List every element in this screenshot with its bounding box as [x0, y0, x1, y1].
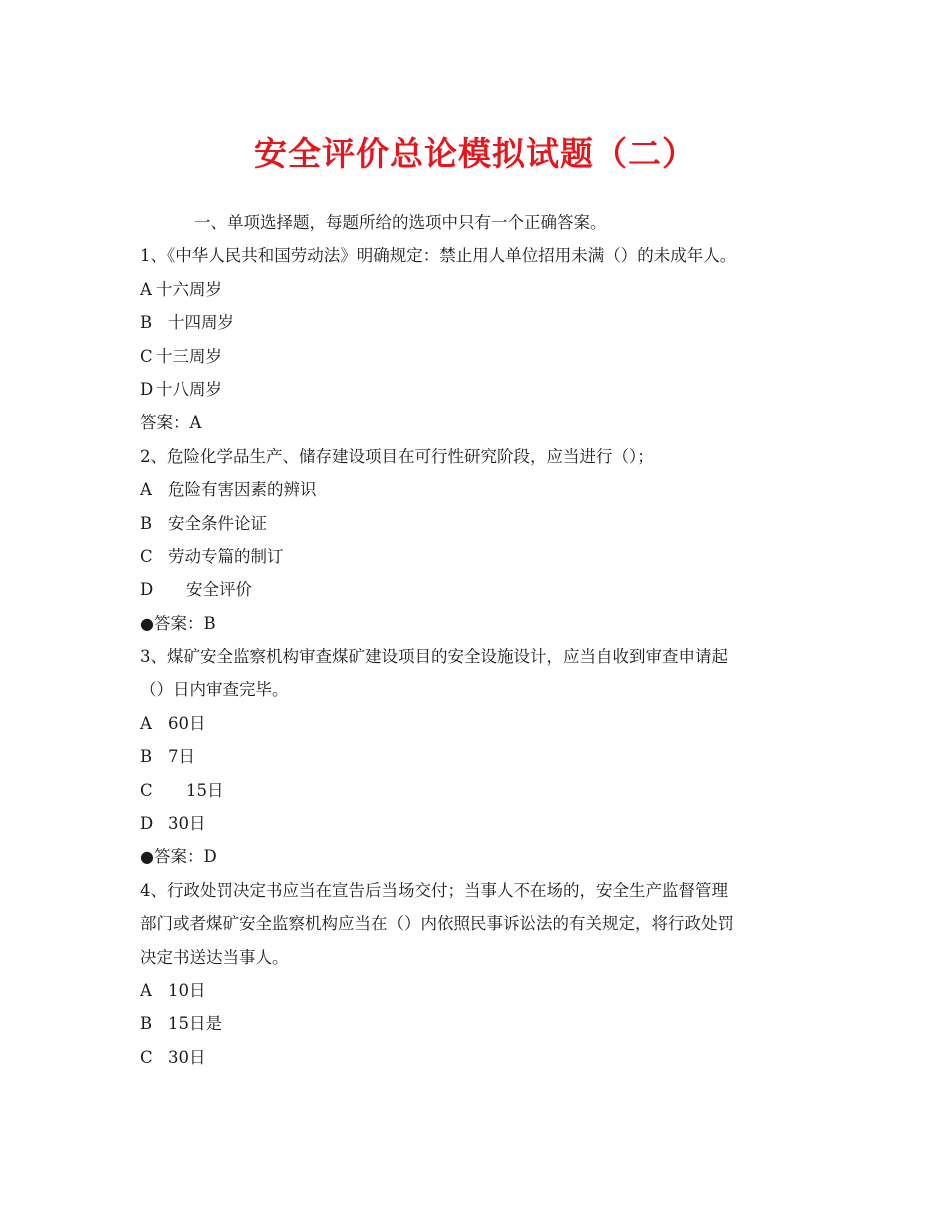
question-4-option-c — [140, 1041, 820, 1074]
option-letter: C — [140, 346, 153, 366]
option-letter: C — [140, 780, 153, 800]
bullet-icon: ● — [140, 847, 154, 867]
option-text: 危险有害因素的辨识 — [168, 480, 317, 500]
option-letter: B — [140, 1014, 153, 1034]
option-text: 30日 — [168, 1047, 206, 1067]
question-2-answer-row — [140, 607, 820, 640]
question-2-option-a — [140, 473, 820, 506]
option-text: 60日 — [168, 713, 206, 733]
question-1-option-b — [140, 306, 820, 339]
option-letter: D — [140, 814, 154, 834]
question-4-option-b — [140, 1007, 820, 1040]
option-text: 安全评价 — [186, 580, 252, 600]
option-letter: A — [140, 279, 152, 299]
question-4-option-a — [140, 974, 820, 1007]
question-4-stem-line-1: 4、行政处罚决定书应当在宣告后当场交付；当事人不在场的，安全生产监督管理 — [140, 880, 728, 900]
option-letter: A — [140, 980, 152, 1000]
question-3-option-b — [140, 740, 820, 773]
question-3-stem-line-2: （）日内审查完毕。 — [140, 680, 289, 700]
option-text: 十八周岁 — [156, 379, 222, 399]
option-text: 十三周岁 — [156, 346, 222, 366]
question-1-answer: 答案：A — [140, 413, 202, 433]
question-3-answer: 答案：D — [153, 847, 217, 867]
option-letter: B — [140, 747, 153, 767]
option-text: 7日 — [168, 747, 195, 767]
option-text: 30日 — [168, 814, 206, 834]
option-text: 15日是 — [168, 1014, 222, 1034]
option-letter: A — [140, 480, 152, 500]
question-3-option-c — [140, 774, 820, 807]
option-letter: D — [140, 379, 154, 399]
question-2-option-b — [140, 507, 820, 540]
option-text: 15日 — [186, 780, 224, 800]
question-4-stem-line-3: 决定书送达当事人。 — [140, 947, 289, 967]
option-letter: A — [140, 713, 152, 733]
question-2-answer: 答案：B — [153, 613, 216, 633]
option-text: 十六周岁 — [156, 279, 222, 299]
question-2-option-d — [140, 573, 820, 606]
question-3-answer-row — [140, 840, 820, 873]
section-heading: 一、单项选择题，每题所给的选项中只有一个正确答案。 — [194, 213, 607, 232]
bullet-icon: ● — [140, 613, 154, 633]
option-text: 安全条件论证 — [168, 513, 267, 533]
question-1-stem: 1、《中华人民共和国劳动法》明确规定：禁止用人单位招用未满（）的未成年人。 — [140, 246, 737, 266]
question-1-option-a — [140, 273, 820, 306]
question-3-stem-line-1: 3、煤矿安全监察机构审查煤矿建设项目的安全设施设计，应当自收到审查申请起 — [140, 647, 728, 667]
option-letter: B — [140, 513, 153, 533]
question-2-stem: 2、危险化学品生产、储存建设项目在可行性研究阶段，应当进行（）； — [140, 446, 654, 466]
page-title: 安全评价总论模拟试题（二） — [254, 134, 696, 173]
option-letter: C — [140, 546, 153, 566]
option-text: 劳动专篇的制订 — [168, 546, 284, 566]
question-1-option-c — [140, 340, 820, 373]
question-list — [140, 206, 820, 1074]
option-text: 10日 — [168, 980, 206, 1000]
question-3-option-d — [140, 807, 820, 840]
question-1-option-d — [140, 373, 820, 406]
option-letter: D — [140, 580, 154, 600]
option-letter: B — [140, 313, 153, 333]
question-2-option-c — [140, 540, 820, 573]
question-4-stem-line-2: 部门或者煤矿安全监察机构应当在（）内依照民事诉讼法的有关规定，将行政处罚 — [140, 914, 734, 934]
option-text: 十四周岁 — [168, 313, 234, 333]
option-letter: C — [140, 1047, 153, 1067]
question-3-option-a — [140, 707, 820, 740]
